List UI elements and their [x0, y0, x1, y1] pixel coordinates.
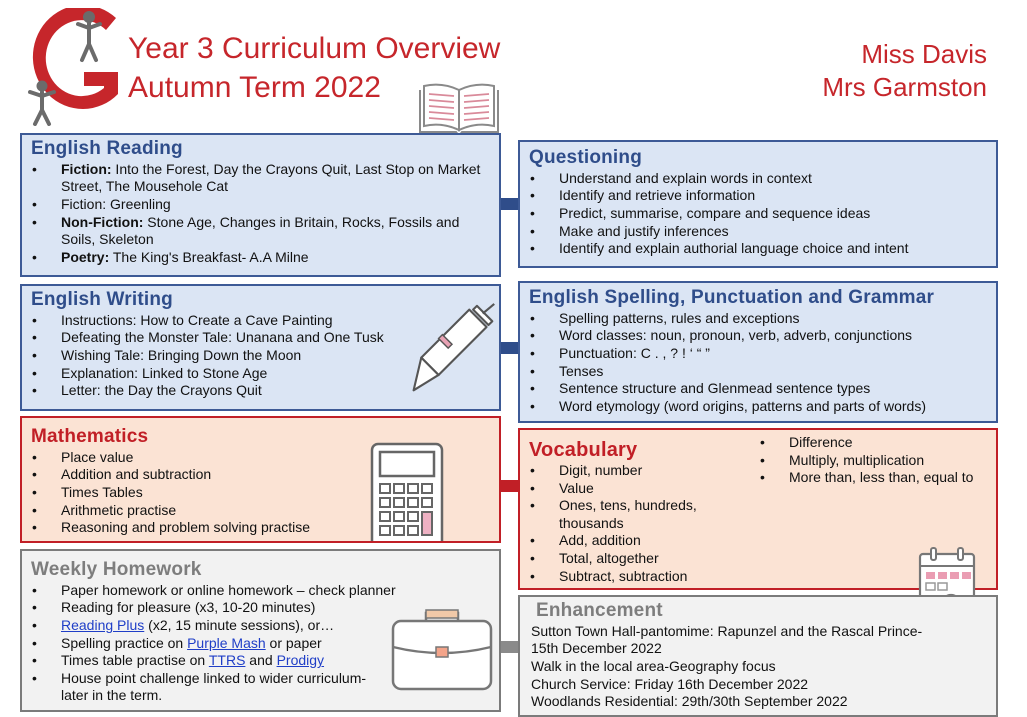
enhancement-line: Church Service: Friday 16th December 2022	[531, 675, 809, 692]
list-item: • Total, altogether	[529, 550, 739, 568]
list-item: • Addition and subtraction	[31, 466, 491, 484]
list-item: • Difference	[759, 434, 994, 452]
list-item: • Multiply, multiplication	[759, 452, 994, 470]
open-book-icon	[416, 80, 502, 140]
reading-questioning-connector	[498, 198, 520, 210]
list-item: • Instructions: How to Create a Cave Painting	[31, 312, 491, 330]
page-subtitle: Autumn Term 2022	[128, 71, 381, 104]
spag-title: English Spelling, Punctuation and Grammar	[529, 287, 935, 308]
list-item: • Times Tables	[31, 484, 491, 502]
list-item: • Identify and explain authorial language choice and intent	[529, 240, 988, 258]
enhancement-line: Walk in the local area-Geography focus	[531, 658, 776, 675]
calculator-icon	[370, 442, 444, 543]
list-item: • Sentence structure and Glenmead sentence types	[529, 380, 988, 398]
teacher-name-1: Miss Davis	[861, 39, 987, 69]
page-title: Year 3 Curriculum Overview	[128, 32, 501, 65]
list-item: • Spelling patterns, rules and exceptions	[529, 310, 988, 328]
questioning-panel	[518, 140, 998, 268]
list-item: • House point challenge linked to wider curriculum- later in the term.	[31, 670, 491, 705]
prodigy-link[interactable]: Prodigy	[276, 652, 325, 669]
list-item: • Word etymology (word origins, patterns and parts of words)	[529, 398, 988, 416]
enhancement-line: Woodlands Residential: 29th/30th September 2022	[531, 693, 848, 710]
purple-mash-link[interactable]: Purple Mash	[187, 634, 266, 651]
enhancement-panel	[518, 595, 998, 717]
list-item: • Non-Fiction: Stone Age, Changes in Britain, Rocks, Fossils and Soils, Skeleton	[31, 214, 491, 249]
list-item: • Defeating the Monster Tale: Unanana and One Tusk	[31, 329, 491, 347]
list-item: • Fiction: Into the Forest, Day the Crayons Quit, Last Stop on Market Street, The Mousehole Cat	[31, 161, 491, 196]
english-writing-panel	[20, 284, 501, 411]
weekly-homework-title: Weekly Homework	[31, 559, 202, 580]
briefcase-icon	[390, 609, 494, 693]
list-item: • More than, less than, equal to	[759, 469, 994, 487]
list-item: • Poetry: The King's Breakfast- A.A Milne	[31, 249, 491, 267]
list-item: • Identify and retrieve information	[529, 187, 988, 205]
mathematics-panel	[20, 416, 501, 543]
list-item: • Paper homework or online homework – check planner	[31, 582, 491, 600]
list-item: • Subtract, subtraction	[529, 568, 739, 586]
enhancement-line: Sutton Town Hall-pantomime: Rapunzel and the Rascal Prince- 15th December 2022	[531, 622, 923, 657]
list-item: • Add, addition	[529, 532, 739, 550]
list-item: • Value	[529, 480, 739, 498]
school-logo	[18, 8, 123, 126]
spag-panel	[518, 281, 998, 423]
list-item: • Reading Plus (x2, 15 minute sessions), or…	[31, 617, 491, 635]
list-item: • Tenses	[529, 363, 988, 381]
mathematics-title: Mathematics	[31, 426, 149, 447]
list-item: • Understand and explain words in context	[529, 170, 988, 188]
writing-spag-connector	[498, 342, 520, 354]
pen-icon	[404, 300, 500, 400]
enhancement-title: Enhancement	[536, 600, 663, 621]
list-item: • Times table practise on TTRS and Prodigy	[31, 652, 491, 670]
list-item: • Explanation: Linked to Stone Age	[31, 365, 491, 383]
english-reading-title: English Reading	[31, 138, 183, 159]
vocabulary-title: Vocabulary	[529, 439, 638, 461]
list-item: • Wishing Tale: Bringing Down the Moon	[31, 347, 491, 365]
list-item: • Predict, summarise, compare and sequence ideas	[529, 205, 988, 223]
maths-vocabulary-connector	[498, 480, 520, 492]
ttrs-link[interactable]: TTRS	[208, 652, 246, 669]
teacher-name-2: Mrs Garmston	[822, 72, 987, 102]
english-reading-panel	[20, 133, 501, 277]
list-item: • Fiction: Greenling	[31, 196, 491, 214]
list-item: • Digit, number	[529, 462, 739, 480]
list-item: • Make and justify inferences	[529, 223, 988, 241]
list-item: • Place value	[31, 449, 491, 467]
list-item: • Reading for pleasure (x3, 10-20 minutes)	[31, 599, 491, 617]
list-item: • Reasoning and problem solving practise	[31, 519, 491, 537]
list-item: • Spelling practice on Purple Mash or paper	[31, 635, 491, 653]
list-item: • Word classes: noun, pronoun, verb, adverb, conjunctions	[529, 327, 988, 345]
english-writing-title: English Writing	[31, 289, 173, 310]
list-item: • Arithmetic practise	[31, 502, 491, 520]
list-item: • Ones, tens, hundreds, thousands	[529, 497, 739, 532]
reading-plus-link[interactable]: Reading Plus	[61, 617, 145, 634]
weekly-homework-panel	[20, 549, 501, 712]
homework-enhancement-connector	[498, 641, 520, 653]
list-item: • Letter: the Day the Crayons Quit	[31, 382, 491, 400]
questioning-title: Questioning	[529, 147, 643, 168]
list-item: • Punctuation: C . , ? ! ‘ “ ”	[529, 345, 988, 363]
